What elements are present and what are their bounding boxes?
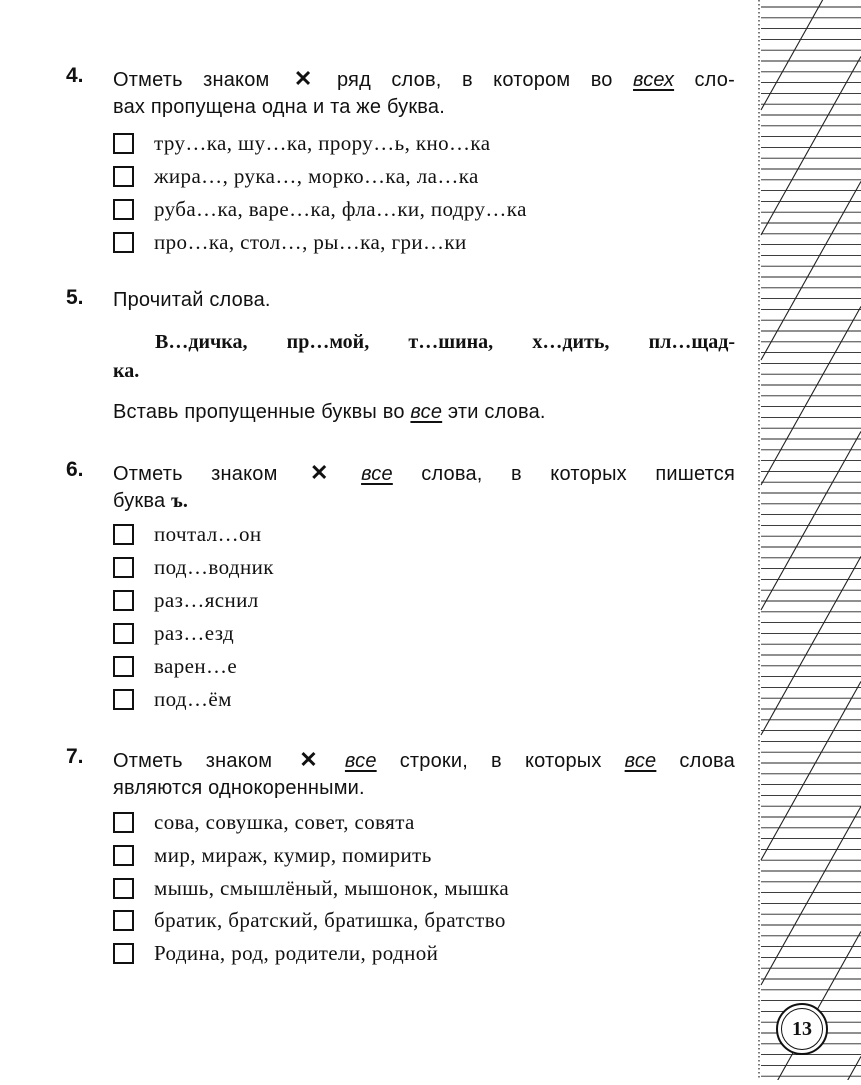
q4-option[interactable]: тру…ка, шу…ка, прору…ь, кно…ка	[113, 130, 490, 156]
emphasis-word: все	[344, 750, 377, 772]
question-6-line1: Отметь знаком ✕ все слова, в которых пишется	[113, 460, 735, 485]
question-5-intro: Прочитай слова.	[113, 289, 271, 311]
checkbox[interactable]	[113, 166, 134, 187]
question-4-number: 4.	[66, 64, 84, 87]
checkbox[interactable]	[113, 557, 134, 578]
q7-option[interactable]: братик, братский, братишка, братство	[113, 907, 506, 933]
checkbox[interactable]	[113, 910, 134, 931]
question-5-number: 5.	[66, 286, 84, 309]
q7-option[interactable]: мышь, смышлёный, мышонок, мышка	[113, 875, 509, 901]
question-5-task: Вставь пропущенные буквы во все эти слова.	[113, 401, 546, 423]
ruled-lines	[758, 0, 861, 1080]
checkbox[interactable]	[113, 878, 134, 899]
question-6-line2: буква ъ.	[113, 490, 189, 512]
q4-option[interactable]: про…ка, стол…, ры…ка, гри…ки	[113, 229, 467, 255]
emphasis-word: все	[410, 401, 443, 423]
cross-mark-icon: ✕	[309, 460, 329, 485]
checkbox[interactable]	[113, 524, 134, 545]
checkbox[interactable]	[113, 232, 134, 253]
q6-option[interactable]: под…ём	[113, 686, 232, 712]
question-4-line1: Отметь знаком ✕ ряд слов, в котором во всех сло-	[113, 66, 735, 91]
checkbox[interactable]	[113, 656, 134, 677]
emphasis-word: все	[361, 463, 393, 485]
q7-option[interactable]: Родина, род, родители, родной	[113, 940, 438, 966]
cross-mark-icon: ✕	[299, 747, 318, 772]
hard-sign-letter: ъ.	[171, 490, 189, 512]
q6-option[interactable]: раз…езд	[113, 620, 234, 646]
q4-option[interactable]: руба…ка, варе…ка, фла…ки, подру…ка	[113, 196, 527, 222]
q7-option[interactable]: мир, мираж, кумир, помирить	[113, 842, 432, 868]
page-number-badge	[776, 1003, 828, 1055]
question-7-number: 7.	[66, 745, 84, 768]
cross-mark-icon: ✕	[293, 66, 313, 91]
q6-option[interactable]: почтал…он	[113, 521, 262, 547]
page-number: 13	[792, 1018, 812, 1040]
emphasis-word: все	[624, 750, 657, 772]
question-6-number: 6.	[66, 458, 84, 481]
checkbox[interactable]	[113, 812, 134, 833]
checkbox[interactable]	[113, 845, 134, 866]
q6-option[interactable]: варен…е	[113, 653, 237, 679]
checkbox[interactable]	[113, 199, 134, 220]
question-4-line2: вах пропущена одна и та же буква.	[113, 96, 445, 118]
checkbox[interactable]	[113, 623, 134, 644]
q6-option[interactable]: раз…яснил	[113, 587, 259, 613]
emphasis-word: всех	[633, 69, 675, 91]
ruled-margin	[758, 0, 861, 1080]
question-7-line2: являются однокоренными.	[113, 777, 365, 799]
q7-option[interactable]: сова, совушка, совет, совята	[113, 809, 415, 835]
question-7-line1: Отметь знаком ✕ все строки, в которых все слова	[113, 747, 735, 772]
question-5-words-line2: ка.	[113, 360, 140, 382]
checkbox[interactable]	[113, 689, 134, 710]
checkbox[interactable]	[113, 590, 134, 611]
checkbox[interactable]	[113, 943, 134, 964]
question-5-words-line1: В…дичка, пр…мой, т…шина, х…дить, пл…щад-	[155, 331, 735, 353]
q4-option[interactable]: жира…, рука…, морко…ка, ла…ка	[113, 163, 479, 189]
checkbox[interactable]	[113, 133, 134, 154]
q6-option[interactable]: под…водник	[113, 554, 274, 580]
